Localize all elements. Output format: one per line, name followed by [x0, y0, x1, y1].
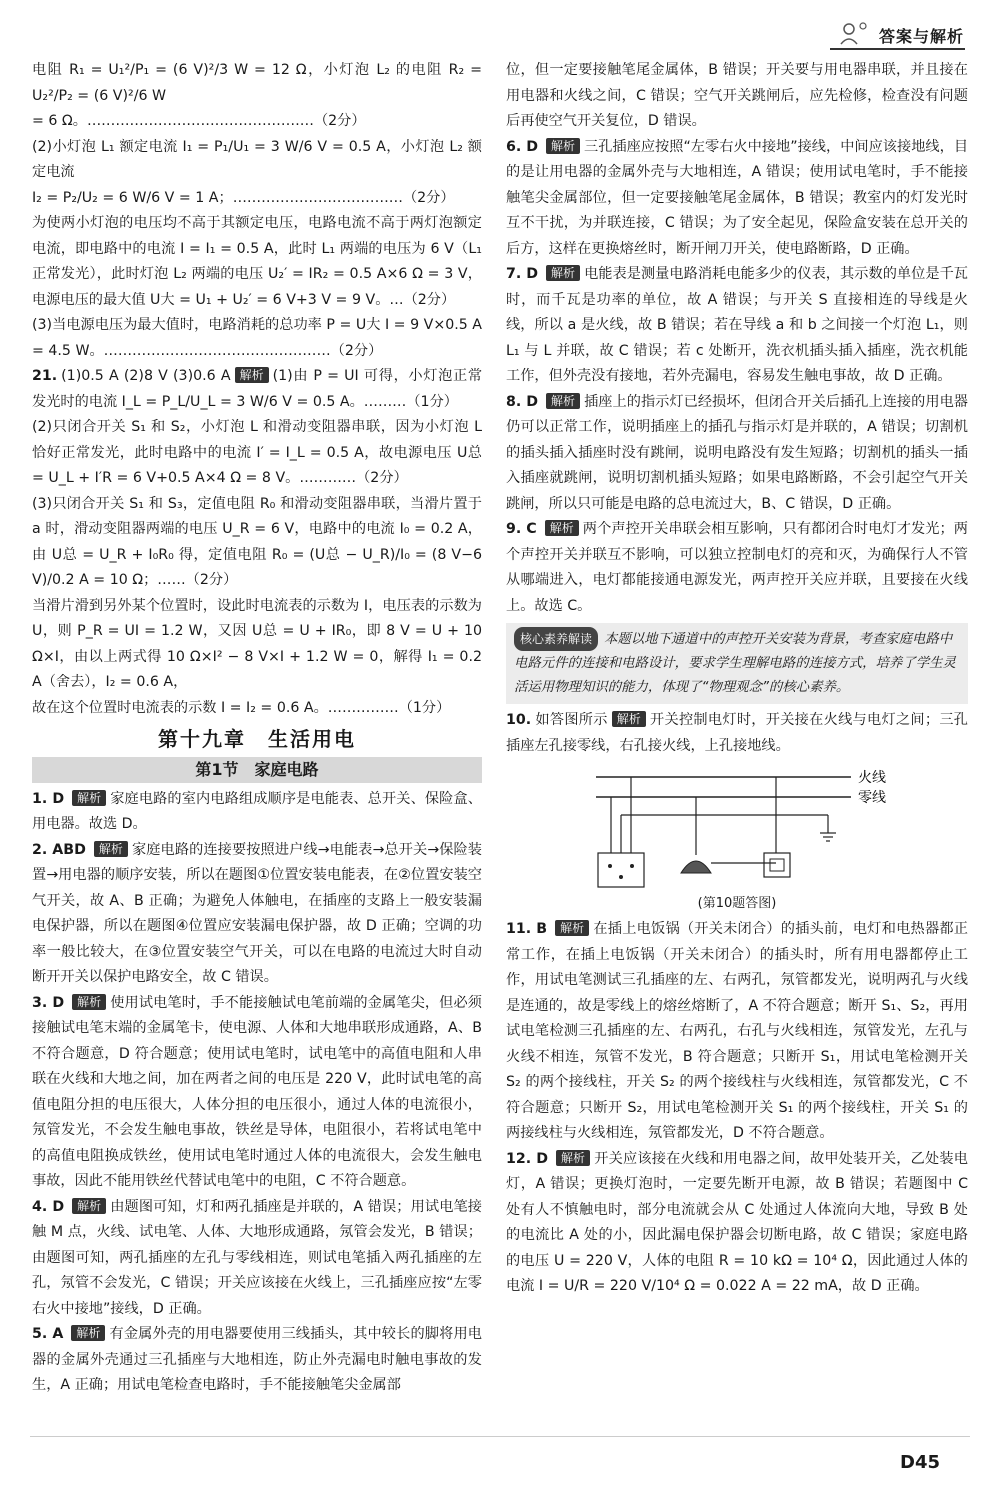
answer-item [32, 1322, 482, 1399]
core-literacy-tag: 核心素养解读 [514, 627, 598, 651]
answer-item [32, 991, 482, 1195]
answer-number: 11. B [506, 921, 548, 937]
text-line: (3)只闭合开关 S₁ 和 S₃，定值电阻 R₀ 和滑动变阻器串联，当滑片置于 a 时，滑动变阻器两端的电压 U_R = 6 V，电路中的电流 I₀ = 0.2 A，由 U总 = U_R + I₀R₀ 得，定值电阻 R₀ = (U总 − U_R)/I₀ = (8 V−6 V)/0.2 A = 10 Ω；……（2分） [32, 495, 482, 588]
analysis-badge: 解析 [72, 994, 106, 1010]
answer-item [506, 1147, 968, 1300]
neutral-wire-label: 零线 [858, 790, 886, 806]
answer-number: 1. D [32, 790, 65, 807]
circuit-figure [506, 763, 968, 913]
page-number: D45 [900, 1452, 940, 1473]
person-icon [837, 20, 871, 50]
answer-text: 有金属外壳的用电器要使用三线插头，其中较长的脚将用电器的金属外壳通过三孔插座与大地相连，防止外壳漏电时触电事故的发生，A 正确；用试电笔检查电路时，手不能接触笔尖金属部 [32, 1326, 482, 1393]
answer-text: 三孔插座应按照“左零右火中接地”接线，中间应该接地线，目的是让用电器的金属外壳与大地相连，A 错误；使用试电笔时，手不能接触笔尖金属部位，但一定要接触笔尾金属体，B 错误；教室内的灯发光时互不干扰，为并联连接，C 错误；为了安全起见，保险盒安装在总开关的后方，这样在更换熔丝时，断开闸刀开关，使电路断路，D 正确。 [506, 138, 969, 257]
answer-number: 9. C [506, 521, 537, 537]
header-title: 答案与解析 [878, 26, 964, 46]
question-answer: (1)0.5 A (2)8 V (3)0.6 A [61, 368, 231, 384]
text-line: I₂ = P₂/U₂ = 6 W/6 V = 1 A；………………………………（2分） [32, 189, 455, 206]
answer-number: 2. ABD [32, 841, 86, 858]
analysis-badge: 解析 [612, 711, 646, 727]
answer-number: 10. [506, 712, 532, 728]
text-line: 电阻 R₁ = U₁²/P₁ = (6 V)²/3 W = 12 Ω，小灯泡 L₂ 的电阻 R₂ = U₂²/P₂ = (6 V)²/6 W [32, 62, 482, 104]
analysis-badge: 解析 [72, 1198, 106, 1214]
answer-text: 开关控制电灯时，开关接在火线与电灯之间；三孔插座左孔接零线，右孔接火线，上孔接地线。 [506, 712, 968, 754]
answer-text: 两个声控开关串联会相互影响，只有都闭合时电灯才发光；两个声控开关并联互不影响，可以独立控制电灯的亮和灭，为确保行人不管从哪端进入，电灯都能接通电源发光，两声控开关应并联，且要接在火线上。故选 C。 [506, 521, 968, 614]
answer-text: 电能表是测量电路消耗电能多少的仪表，其示数的单位是千瓦时，而千瓦是功率的单位，故 A 错误；与开关 S 直接相连的导线是火线，所以 a 是火线，故 B 错误；若在导线 a 和 b 之间接一个灯泡 L₁，则 L₁ 与 L 并联，故 C 错误；若 c 处断开，洗衣机插头插入插座，洗衣机能工作，但外壳没有接地，若外壳漏电，容易发生触电事故，故 D 正确。 [506, 266, 968, 384]
analysis-badge: 解析 [72, 790, 106, 806]
text-line: = 6 Ω。…………………………………………（2分） [32, 113, 366, 129]
footer-divider [30, 1436, 970, 1437]
live-wire-label: 火线 [858, 770, 886, 786]
left-column [32, 58, 482, 1399]
header [837, 20, 964, 50]
analysis-badge: 解析 [94, 841, 128, 857]
circuit-diagram [506, 763, 968, 891]
answer-item [506, 262, 968, 390]
question-number: 21. [32, 368, 58, 384]
text-line: 位，但一定要接触笔尾金属体，B 错误；开关要与用电器串联，并且接在用电器和火线之间，C 错误；空气开关跳闸后，应先检修，检查没有问题后再使空气开关复位，D 错误。 [506, 62, 968, 129]
question-21 [32, 364, 482, 415]
question-10 [506, 708, 968, 759]
answer-number: 7. D [506, 266, 539, 282]
analysis-badge: 解析 [546, 393, 580, 409]
answer-item [32, 838, 482, 991]
answer-item [506, 135, 968, 263]
chapter-title: 第十九章 生活用电 [158, 727, 356, 751]
text-line: (1)由 P = UI 可得，小灯泡正常发光时的电流 I_L = P_L/U_L = 3 W/6 V = 0.5 A。………（1分） [32, 368, 483, 410]
core-literacy-text: 本题以地下通道中的声控开关安装为背景，考查家庭电路中电路元件的连接和电路设计，要求学生理解电路的连接方式，培养了学生灵活运用物理知识的能力，体现了“物理观念”的核心素养。 [514, 632, 956, 695]
analysis-badge: 解析 [235, 367, 269, 383]
analysis-badge: 解析 [555, 920, 589, 936]
analysis-badge: 解析 [71, 1325, 105, 1341]
answer-number: 6. D [506, 138, 538, 155]
answer-item [506, 917, 968, 1147]
answer-item [506, 390, 968, 518]
figure-caption: (第10题答图) [697, 896, 777, 911]
answer-text: 家庭电路的连接要按照进户线→电能表→总开关→保险装置→用电器的顺序安装，所以在题图①位置安装电能表，在②位置安装空气开关，故 A、B 正确；为避免人体触电，在插座的支路上一般安装漏电保护器，所以在题图④位置应安装漏电保护器，故 D 正确；空调的功率一般比较大，在③位置安装空气开关，可以在电路的电流过大时自动断开开关以保护电路安全，故 C 错误。 [32, 841, 482, 985]
answer-number: 3. D [32, 994, 65, 1011]
answer-number: 4. D [32, 1198, 65, 1215]
answer-text: 家庭电路的室内电路组成顺序是电能表、总开关、保险盒、用电器。故选 D。 [32, 790, 482, 832]
answer-text: 开关应该接在火线和用电器之间，故甲处装开关，乙处装电灯，A 错误；更换灯泡时，一定要先断开电源，故 B 错误；若题图中 C 处有人不慎触电时，部分电流就会从 C 处通过人体流向大地，导致 B 处的电流比 A 处的小，因此漏电保护器会切断电路，故 C 错误；家庭电路的电压 U = 220 V，人体的电阻 R = 10 kΩ = 10⁴ Ω，因此通过人体的电流 I = U/R = 220 V/10⁴ Ω = 0.022 A = 22 mA，故 D 正确。 [506, 1150, 968, 1294]
answer-number: 5. A [32, 1326, 64, 1342]
answer-item [32, 1195, 482, 1323]
answer-item [32, 787, 482, 838]
text-line: (2)只闭合开关 S₁ 和 S₂，小灯泡 L 和滑动变阻器串联，因为小灯泡 L 恰好正常发光，此时电路中的电流 I′ = I_L = 0.5 A，故电源电压 U总 = U_L + I′R = 6 V+0.5 A×4 Ω = 8 V。…………（2分） [32, 419, 482, 486]
answer-item [506, 517, 968, 619]
text-line: 为使两小灯泡的电压均不高于其额定电压，电路电流不高于两灯泡额定电流，即电路中的电流 I = I₁ = 0.5 A，此时 L₁ 两端的电压为 6 V（L₁ 正常发光），此时灯泡 L₂ 两端的电压 U₂′ = IR₂ = 0.5 A×6 Ω = 3 V，电源电压的最大值 U大 = U₁ + U₂′ = 6 V+3 V = 9 V。…（2分） [32, 215, 482, 308]
text-line: (3)当电源电压为最大值时，电路消耗的总功率 P = U大 I = 9 V×0.5 A = 4.5 W。…………………………………………（2分） [32, 317, 482, 359]
answer-text: 使用试电笔时，手不能接触试电笔前端的金属笔尖，但必须接触试电笔末端的金属笔卡，使电源、人体和大地串联形成通路，A、B 不符合题意，D 符合题意；使用试电笔时，试电笔中的高值电阻和人串联在火线和大地之间，加在两者之间的电压是 220 V，此时试电笔的高值电阻分担的电压很大，人体分担的电压很小，通过人体的电流很小，氖管发光，不会发生触电事故，铁丝是导体，电阻很小，若将试电笔中的高值电阻换成铁丝，使用试电笔时通过人体的电流很大，会发生触电事故，因此不能用铁丝代替试电笔中的电阻，C 不符合题意。 [32, 994, 482, 1189]
answer-number: 12. D [506, 1150, 549, 1167]
answer-text: 在插上电饭锅（开关未闭合）的插头前，电灯和电热器都正常工作，在插上电饭锅（开关未闭合）的插头时，所有用电器都停止工作，用试电笔测试三孔插座的左、右两孔，氖管都发光，说明两孔与火线是连通的，故是零线上的熔丝熔断了，A 不符合题意；断开 S₁、S₂，再用试电笔检测三孔插座的左、右两孔，右孔与火线相连，氖管发光，左孔与火线不相连，氖管不发光，B 符合题意；只断开 S₁，用试电笔检测开关 S₂ 的两个接线柱，开关 S₂ 的两个接线柱与火线相连，氖管都发光，C 不符合题意；只断开 S₂，用试电笔检测开关 S₁ 的两个接线柱，开关 S₁ 的两接线柱与火线相连，氖管都发光，D 不符合题意。 [506, 921, 968, 1141]
analysis-badge: 解析 [546, 138, 580, 154]
right-column [506, 58, 968, 1300]
answer-text: 插座上的指示灯已经损坏，但闭合开关后插孔上连接的用电器仍可以正常工作，说明插座上的插孔与指示灯是并联的，A 错误；切割机的插头插入插座时没有跳闸，说明电路没有发生短路；切割机的插头一插入插座就跳闸，说明切割机插头短路；如果电路断路，不会引起空气开关跳闸，所以只可能是电路的总电流过大，B、C 错误，D 正确。 [506, 393, 968, 512]
answer-text: 如答图所示 [535, 712, 608, 728]
text-line: (2)小灯泡 L₁ 额定电流 I₁ = P₁/U₁ = 3 W/6 V = 0.5 A，小灯泡 L₂ 额定电流 [32, 138, 482, 180]
header-divider [830, 48, 965, 50]
answer-number: 8. D [506, 393, 539, 410]
section-title: 第1节 家庭电路 [32, 757, 482, 783]
text-line: 故在这个位置时电流表的示数 I = I₂ = 0.6 A。……………（1分） [32, 699, 451, 716]
analysis-badge: 解析 [556, 1150, 590, 1166]
analysis-badge: 解析 [546, 265, 580, 281]
core-literacy-box [506, 623, 968, 704]
text-line: 当滑片滑到另外某个位置时，设此时电流表的示数为 I，电压表的示数为 U，则 P_R = UI = 1.2 W，又因 U总 = U + IR₀，即 8 V = U + 10 Ω×I，由以上两式得 10 Ω×I² − 8 V×I + 1.2 W = 0，解得 I₁ = 0.2 A（舍去），I₂ = 0.6 A， [32, 597, 482, 690]
analysis-badge: 解析 [545, 520, 579, 536]
answer-text: 由题图可知，灯和两孔插座是并联的，A 错误；用试电笔接触 M 点，火线、试电笔、人体、大地形成通路，氖管会发光，B 错误；由题图可知，两孔插座的左孔与零线相连，则试电笔插入两孔插座的左孔，氖管不会发光，C 错误；开关应该接在火线上，三孔插座应按“左零右火中接地”接线，D 正确。 [32, 1198, 482, 1317]
